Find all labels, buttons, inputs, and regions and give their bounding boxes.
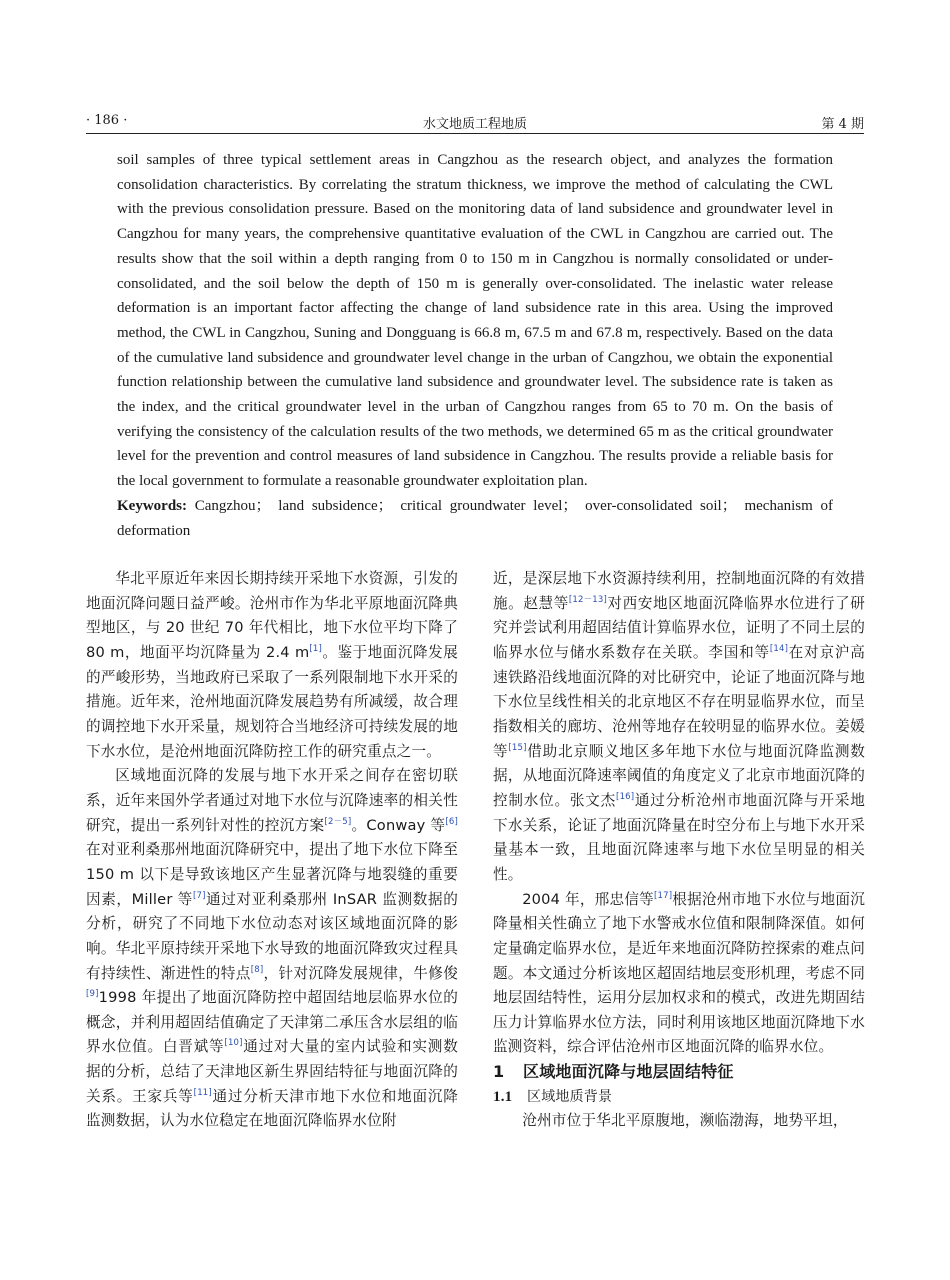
english-abstract — [117, 148, 833, 543]
paragraph-text: 借助北京顺义地区多年地下水位与地面沉降监测数据，从地面沉降速率阈值的角度定义了北京市地面沉降的控制水位。张文杰 — [493, 742, 866, 809]
paragraph — [493, 1109, 865, 1134]
paragraph-text: 对西安地区地面沉降临界水位进行了研究并尝试利用超固结值计算临界水位，证明了不同土层的临界水位与储水系数存在关联。李国和等 — [493, 594, 865, 661]
citation: [7] — [193, 890, 206, 901]
paragraph-text: 1998 年提出了地面沉降防控中超固结地层临界水位的概念，并利用超固结值确定了天津第二承压含水层组的临界水位值。白晋斌等 — [86, 989, 458, 1056]
right-column — [493, 567, 865, 1134]
abstract-text: soil samples of three typical settlement areas in Cangzhou as the research object, and analyzes the formation consolidation characteristics. By correlating the stratum thickness, we improve the method of calculating the CWL with the previous consolidation pressure. Based on the monitoring data of land subsidence and groundwater level in Cangzhou for many years, the comprehensive quantitative evaluation of the CWL in Cangzhou are carried out. The results show that the soil within a depth ranging from 0 to 150 m in Cangzhou is normally consolidated or under-consolidated, and the soil below the depth of 150 m is generally over-consolidated. The inelastic water release deformation is an important factor affecting the change of land subsidence rate in this area. Using the improved method, the CWL in Cangzhou, Suning and Dongguang is 66.8 m, 67.5 m and 67.8 m, respectively. Based on the data of the cumulative land subsidence and groundwater level change in the urban of Cangzhou, we obtain the exponential function relationship between the cumulative land subsidence and groundwater level. The subsidence rate is taken as the index, and the critical groundwater level in the urban of Cangzhou ranges from 65 to 70 m. On the basis of verifying the consistency of the calculation results of the two methods, we determined 65 m as the critical groundwater level for the prevention and control measures of land subsidence in Cangzhou. The results provide a reliable basis for the local government to formulate a reasonable groundwater exploitation plan. — [117, 152, 833, 490]
citation: [15] — [508, 742, 527, 753]
paragraph-text: 沧州市位于华北平原腹地，濒临渤海，地势平坦， — [522, 1112, 848, 1130]
section-heading — [493, 1060, 865, 1085]
paragraph-text: 通过分析天津市地下水位和地面沉降监测数据，认为水位稳定在地面沉降临界水位附 — [86, 1087, 459, 1130]
paragraph-text: 在对京沪高速铁路沿线地面沉降的对比研究中，论证了地面沉降与地下水位呈线性相关的北京地区不存在明显临界水位，而呈指数相关的廊坊、沧州等地存在较明显的临界水位。姜媛等 — [493, 643, 865, 760]
subsection-heading — [493, 1085, 865, 1110]
paragraph-text: 区域地面沉降的发展与地下水开采之间存在密切联系，近年来国外学者通过对地下水位与沉降速率的相关性研究，提出一系列针对性的控沉方案 — [86, 767, 458, 834]
journal-name: 水文地质工程地质 — [422, 117, 527, 132]
running-header — [86, 113, 864, 134]
left-column — [86, 567, 458, 1134]
citation: [11] — [193, 1087, 212, 1098]
paragraph-text: ，针对沉降发展规律，牛修俊 — [263, 964, 458, 982]
citation: [9] — [86, 989, 99, 1000]
issue-number: 第 4 期 — [821, 117, 864, 132]
section-number: 1 — [493, 1062, 505, 1082]
paragraph — [493, 888, 865, 1061]
paragraph-text: 通过对大量的室内试验和实测数据的分析，总结了天津地区新生界固结特征与地面沉降的关系。王家兵等 — [86, 1038, 458, 1105]
paragraph-text: 。鉴于地面沉降发展的严峻形势，当地政府已采取了一系列限制地下水开采的措施。近年来，沧州地面沉降发展趋势有所减缓，故合理的调控地下水开采量，规划符合当地经济可持续发展的地下水水位，是沧州地面沉降防控工作的研究重点之一。 — [86, 643, 458, 760]
citation: [17] — [653, 890, 673, 901]
paragraph — [86, 764, 458, 1134]
paragraph-text: 通过分析沧州市地面沉降与开采地下水关系，论证了地面沉降量在时空分布上与地下水开采量基本一致，且地面沉降速率与地下水位呈明显的相关性。 — [493, 791, 865, 883]
section-title: 区域地面沉降与地层固结特征 — [523, 1062, 734, 1082]
subsection-number: 1.1 — [493, 1088, 513, 1105]
paragraph-text: 在对亚利桑那州地面沉降研究中，提出了地下水位下降至 150 m 以下是导致该地区产生显著沉降与地裂缝的重要因素，Miller 等 — [86, 841, 458, 908]
paragraph-text: 。Conway 等 — [351, 816, 446, 834]
subsection-title: 区域地质背景 — [527, 1088, 613, 1105]
paragraph-text: 华北平原近年来因长期持续开采地下水资源，引发的地面沉降问题日益严峻。沧州市作为华北平原地面沉降典型地区，与 20 世纪 70 年代相比，地下水位平均下降了 80 m，地面平均沉降量为 2.4 m — [86, 570, 458, 661]
citation: [2－5] — [324, 816, 352, 827]
citation: [6] — [445, 816, 458, 827]
paragraph-text: 通过对亚利桑那州 InSAR 监测数据的分析，研究了不同地下水位动态对该区域地面沉降的影响。华北平原持续开采地下水导致的地面沉降致灾过程具有持续性、渐进性的特点 — [86, 890, 458, 982]
keywords-text: Cangzhou； land subsidence； critical groundwater level； over-consolidated soil； mechanism of deformation — [117, 497, 833, 539]
citation: [12－13] — [568, 594, 608, 605]
keywords-label: Keywords: — [117, 497, 187, 514]
paragraph-text: 2004 年，邢忠信等 — [522, 890, 654, 908]
paragraph-text: 根据沧州市地下水位与地面沉降量相关性确立了地下水警戒水位值和限制降深值。如何定量确定临界水位，是近年来地面沉降防控探索的难点问题。本文通过分析该地区超固结地层变形机理，考虑不同地层固结特性，运用分层加权求和的模式，改进先期固结压力计算临界水位方法，同时利用该地区地面沉降地下水监测资料，综合评估沧州市区地面沉降的临界水位。 — [493, 890, 866, 1056]
citation: [1] — [309, 644, 323, 655]
paragraph — [86, 567, 458, 764]
citation: [10] — [224, 1038, 243, 1049]
citation: [8] — [250, 964, 264, 975]
paragraph — [493, 567, 865, 888]
citation: [16] — [616, 792, 635, 803]
paragraph-text: 近，是深层地下水资源持续利用，控制地面沉降的有效措施。赵慧等 — [493, 570, 865, 612]
citation: [14] — [769, 644, 789, 655]
page-number: · 186 · — [86, 113, 128, 128]
